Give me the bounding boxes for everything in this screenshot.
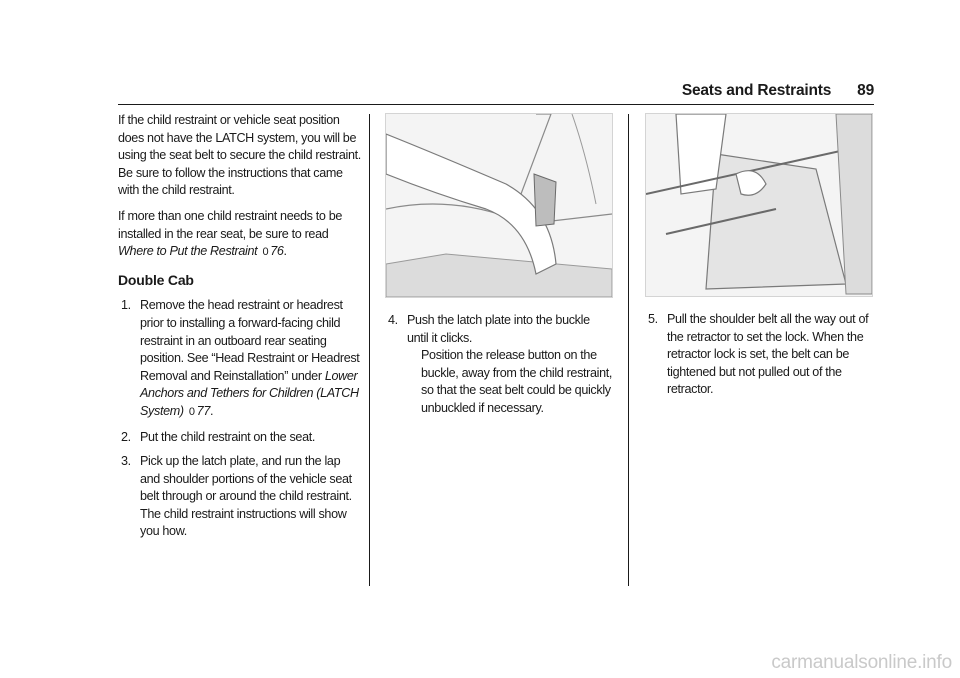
step-number: 5.	[648, 312, 658, 326]
retractor-illustration	[645, 113, 873, 297]
steps-list	[645, 311, 873, 399]
page-reference-icon: 0	[262, 246, 269, 259]
buckle-illustration	[385, 113, 613, 298]
column-middle	[385, 113, 613, 426]
step-number: 3.	[121, 454, 131, 469]
step-number: 2.	[121, 429, 131, 444]
header-rule	[118, 104, 874, 105]
section-title: Seats and Restraints	[681, 82, 832, 99]
column-divider	[369, 114, 370, 586]
steps-list	[118, 297, 362, 541]
intro-paragraph: If the child restraint or vehicle seat position does not have the LATCH system, you will be using the seat belt to secure the child restraint. Be sure to follow the instructions that came with the child restraint.	[118, 113, 361, 198]
step-item: 3. Pick up the latch plate, and run the lap and shoulder portions of the vehicle seat belt through or around the child restraint. The child restraint instructions will show you how.	[121, 454, 352, 539]
page-reference-icon: 0	[188, 405, 195, 418]
step-item: 5. Pull the shoulder belt all the way out of the retractor to set the lock. When the retractor lock is set, the belt can be tightened but not pulled out of the retractor.	[648, 312, 869, 397]
reference-page[interactable]: 76	[270, 244, 284, 259]
column-left	[118, 112, 362, 548]
multiple-restraints-paragraph: If more than one child restraint needs to be installed in the rear seat, be sure to read Where to Put the Restraint 0 76.	[118, 208, 362, 262]
column-divider	[628, 114, 629, 586]
steps-list	[385, 312, 613, 418]
step-item: 4. Push the latch plate into the buckle until it clicks. Position the release button on the buckle, away from the child restraint, so that the seat belt could be quickly unbuckled if necessary.	[385, 312, 613, 418]
page-number: 89	[857, 82, 874, 99]
section-heading: Double Cab	[118, 271, 194, 288]
watermark-text: carmanualsonline.info	[771, 652, 952, 673]
reference-title[interactable]: Lower Anchors and Tethers for Children (LATCH System)	[140, 368, 359, 418]
reference-page[interactable]: 77	[196, 403, 210, 418]
step-number: 4.	[388, 313, 398, 327]
step-item: 1. Remove the head restraint or headrest prior to installing a forward-facing child restraint in an outboard rear seating position. See “Head Restraint or Headrest Removal and Reinstallation” under Lower Anchors and Tethers for Children (LATCH System) 0 77.	[118, 297, 362, 421]
reference-title[interactable]: Where to Put the Restraint	[118, 244, 258, 259]
page-header	[682, 82, 874, 100]
step-item: 2. Put the child restraint on the seat.	[118, 429, 362, 447]
cross-reference[interactable]	[118, 244, 284, 258]
step-note: Position the release button on the buckle, away from the child restraint, so that the seat belt could be quickly unbuckled if necessary.	[421, 348, 613, 415]
step-number: 1.	[121, 298, 131, 313]
column-right	[645, 113, 873, 406]
